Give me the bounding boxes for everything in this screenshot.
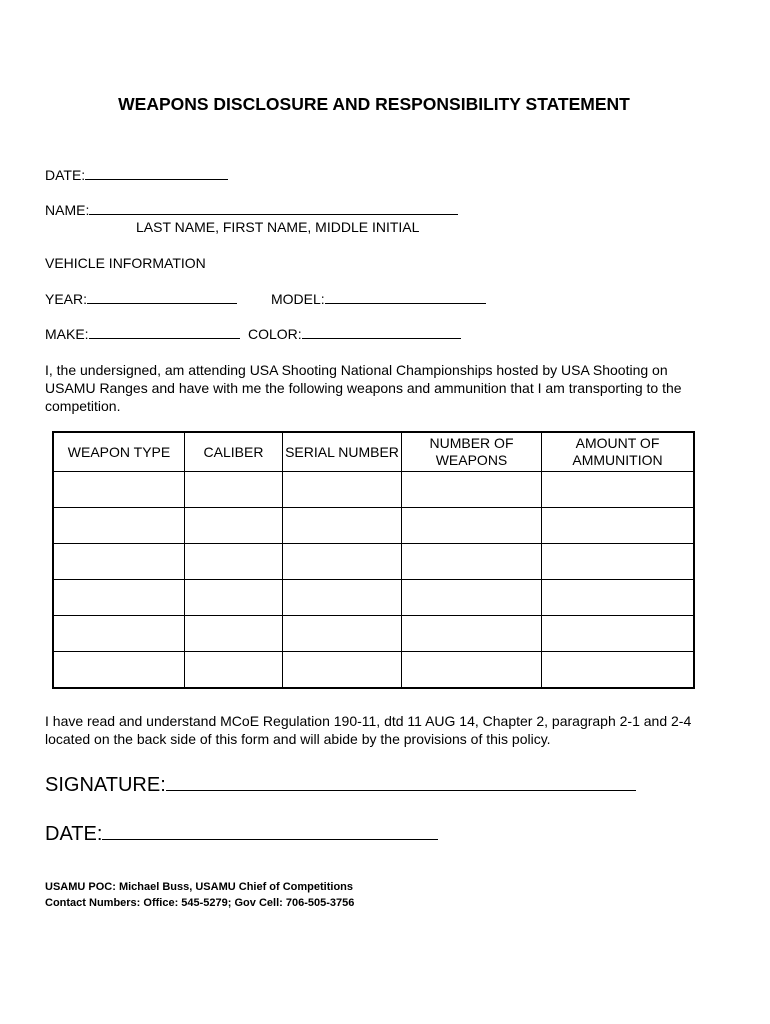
make-label: MAKE: (45, 326, 89, 342)
intro-paragraph: I, the undersigned, am attending USA Shooting National Championships hosted by USA Shooting on USAMU Ranges and have with me the following weapons and ammunition that I am transporting to the competition. (45, 362, 682, 414)
name-field[interactable] (45, 201, 458, 218)
footer-poc: USAMU POC: Michael Buss, USAMU Chief of Competitions (45, 881, 354, 893)
cell-caliber[interactable] (185, 508, 283, 544)
cell-amount-of-ammunition[interactable] (542, 652, 695, 689)
vehicle-heading: VEHICLE INFORMATION (45, 255, 206, 271)
cell-number-of-weapons[interactable] (402, 508, 542, 544)
cell-caliber[interactable] (185, 652, 283, 689)
cell-weapon-type[interactable] (53, 652, 185, 689)
table-row (53, 616, 694, 652)
weapons-table (52, 431, 695, 689)
cell-serial-number[interactable] (283, 508, 402, 544)
table-row (53, 652, 694, 689)
cell-weapon-type[interactable] (53, 616, 185, 652)
cell-weapon-type[interactable] (53, 472, 185, 508)
cell-serial-number[interactable] (283, 616, 402, 652)
cell-serial-number[interactable] (283, 580, 402, 616)
cell-amount-of-ammunition[interactable] (542, 544, 695, 580)
signature-date-line[interactable] (102, 819, 438, 840)
cell-amount-of-ammunition[interactable] (542, 472, 695, 508)
cell-caliber[interactable] (185, 544, 283, 580)
color-label: COLOR: (248, 326, 302, 342)
footer-contacts: Contact Numbers: Office: 545-5279; Gov Cell: 706-505-3756 (45, 897, 355, 909)
table-row (53, 580, 694, 616)
cell-number-of-weapons[interactable] (402, 652, 542, 689)
color-field[interactable] (248, 325, 461, 342)
date-line[interactable] (85, 166, 228, 180)
cell-caliber[interactable] (185, 472, 283, 508)
cell-weapon-type[interactable] (53, 508, 185, 544)
header-amount-of-ammunition: AMOUNT OF AMMUNITION (542, 432, 695, 472)
table-row (53, 508, 694, 544)
cell-number-of-weapons[interactable] (402, 580, 542, 616)
date-field[interactable] (45, 166, 228, 183)
header-weapon-type: WEAPON TYPE (53, 432, 185, 472)
signature-date-field[interactable] (45, 819, 438, 846)
date-label: DATE: (45, 167, 86, 183)
cell-serial-number[interactable] (283, 652, 402, 689)
name-hint: LAST NAME, FIRST NAME, MIDDLE INITIAL (136, 219, 420, 235)
table-row (53, 544, 694, 580)
cell-amount-of-ammunition[interactable] (542, 508, 695, 544)
cell-amount-of-ammunition[interactable] (542, 616, 695, 652)
model-line[interactable] (325, 290, 486, 304)
cell-amount-of-ammunition[interactable] (542, 580, 695, 616)
make-line[interactable] (89, 325, 240, 339)
header-number-of-weapons: NUMBER OF WEAPONS (402, 432, 542, 472)
cell-number-of-weapons[interactable] (402, 544, 542, 580)
year-field[interactable] (45, 290, 237, 307)
cell-weapon-type[interactable] (53, 544, 185, 580)
cell-number-of-weapons[interactable] (402, 472, 542, 508)
table-row (53, 472, 694, 508)
year-label: YEAR: (45, 291, 88, 307)
model-label: MODEL: (271, 291, 325, 307)
cell-serial-number[interactable] (283, 472, 402, 508)
name-label: NAME: (45, 202, 90, 218)
signature-label: SIGNATURE: (45, 774, 166, 796)
color-line[interactable] (302, 325, 461, 339)
acknowledgement-paragraph: I have read and understand MCoE Regulation 190-11, dtd 11 AUG 14, Chapter 2, paragraph 2-1 and 2-4 located on the back side of this form and will abide by the provisions of this policy. (45, 713, 692, 747)
year-line[interactable] (87, 290, 237, 304)
cell-serial-number[interactable] (283, 544, 402, 580)
table-header-row (53, 432, 694, 472)
name-line[interactable] (89, 201, 458, 215)
cell-number-of-weapons[interactable] (402, 616, 542, 652)
cell-weapon-type[interactable] (53, 580, 185, 616)
header-caliber: CALIBER (185, 432, 283, 472)
cell-caliber[interactable] (185, 580, 283, 616)
signature-field[interactable] (45, 770, 636, 797)
make-field[interactable] (45, 325, 240, 342)
form-title: WEAPONS DISCLOSURE AND RESPONSIBILITY STATEMENT (118, 94, 630, 114)
signature-line[interactable] (166, 770, 636, 791)
cell-caliber[interactable] (185, 616, 283, 652)
signature-date-label: DATE: (45, 823, 103, 845)
model-field[interactable] (271, 290, 486, 307)
header-serial-number: SERIAL NUMBER (283, 432, 402, 472)
